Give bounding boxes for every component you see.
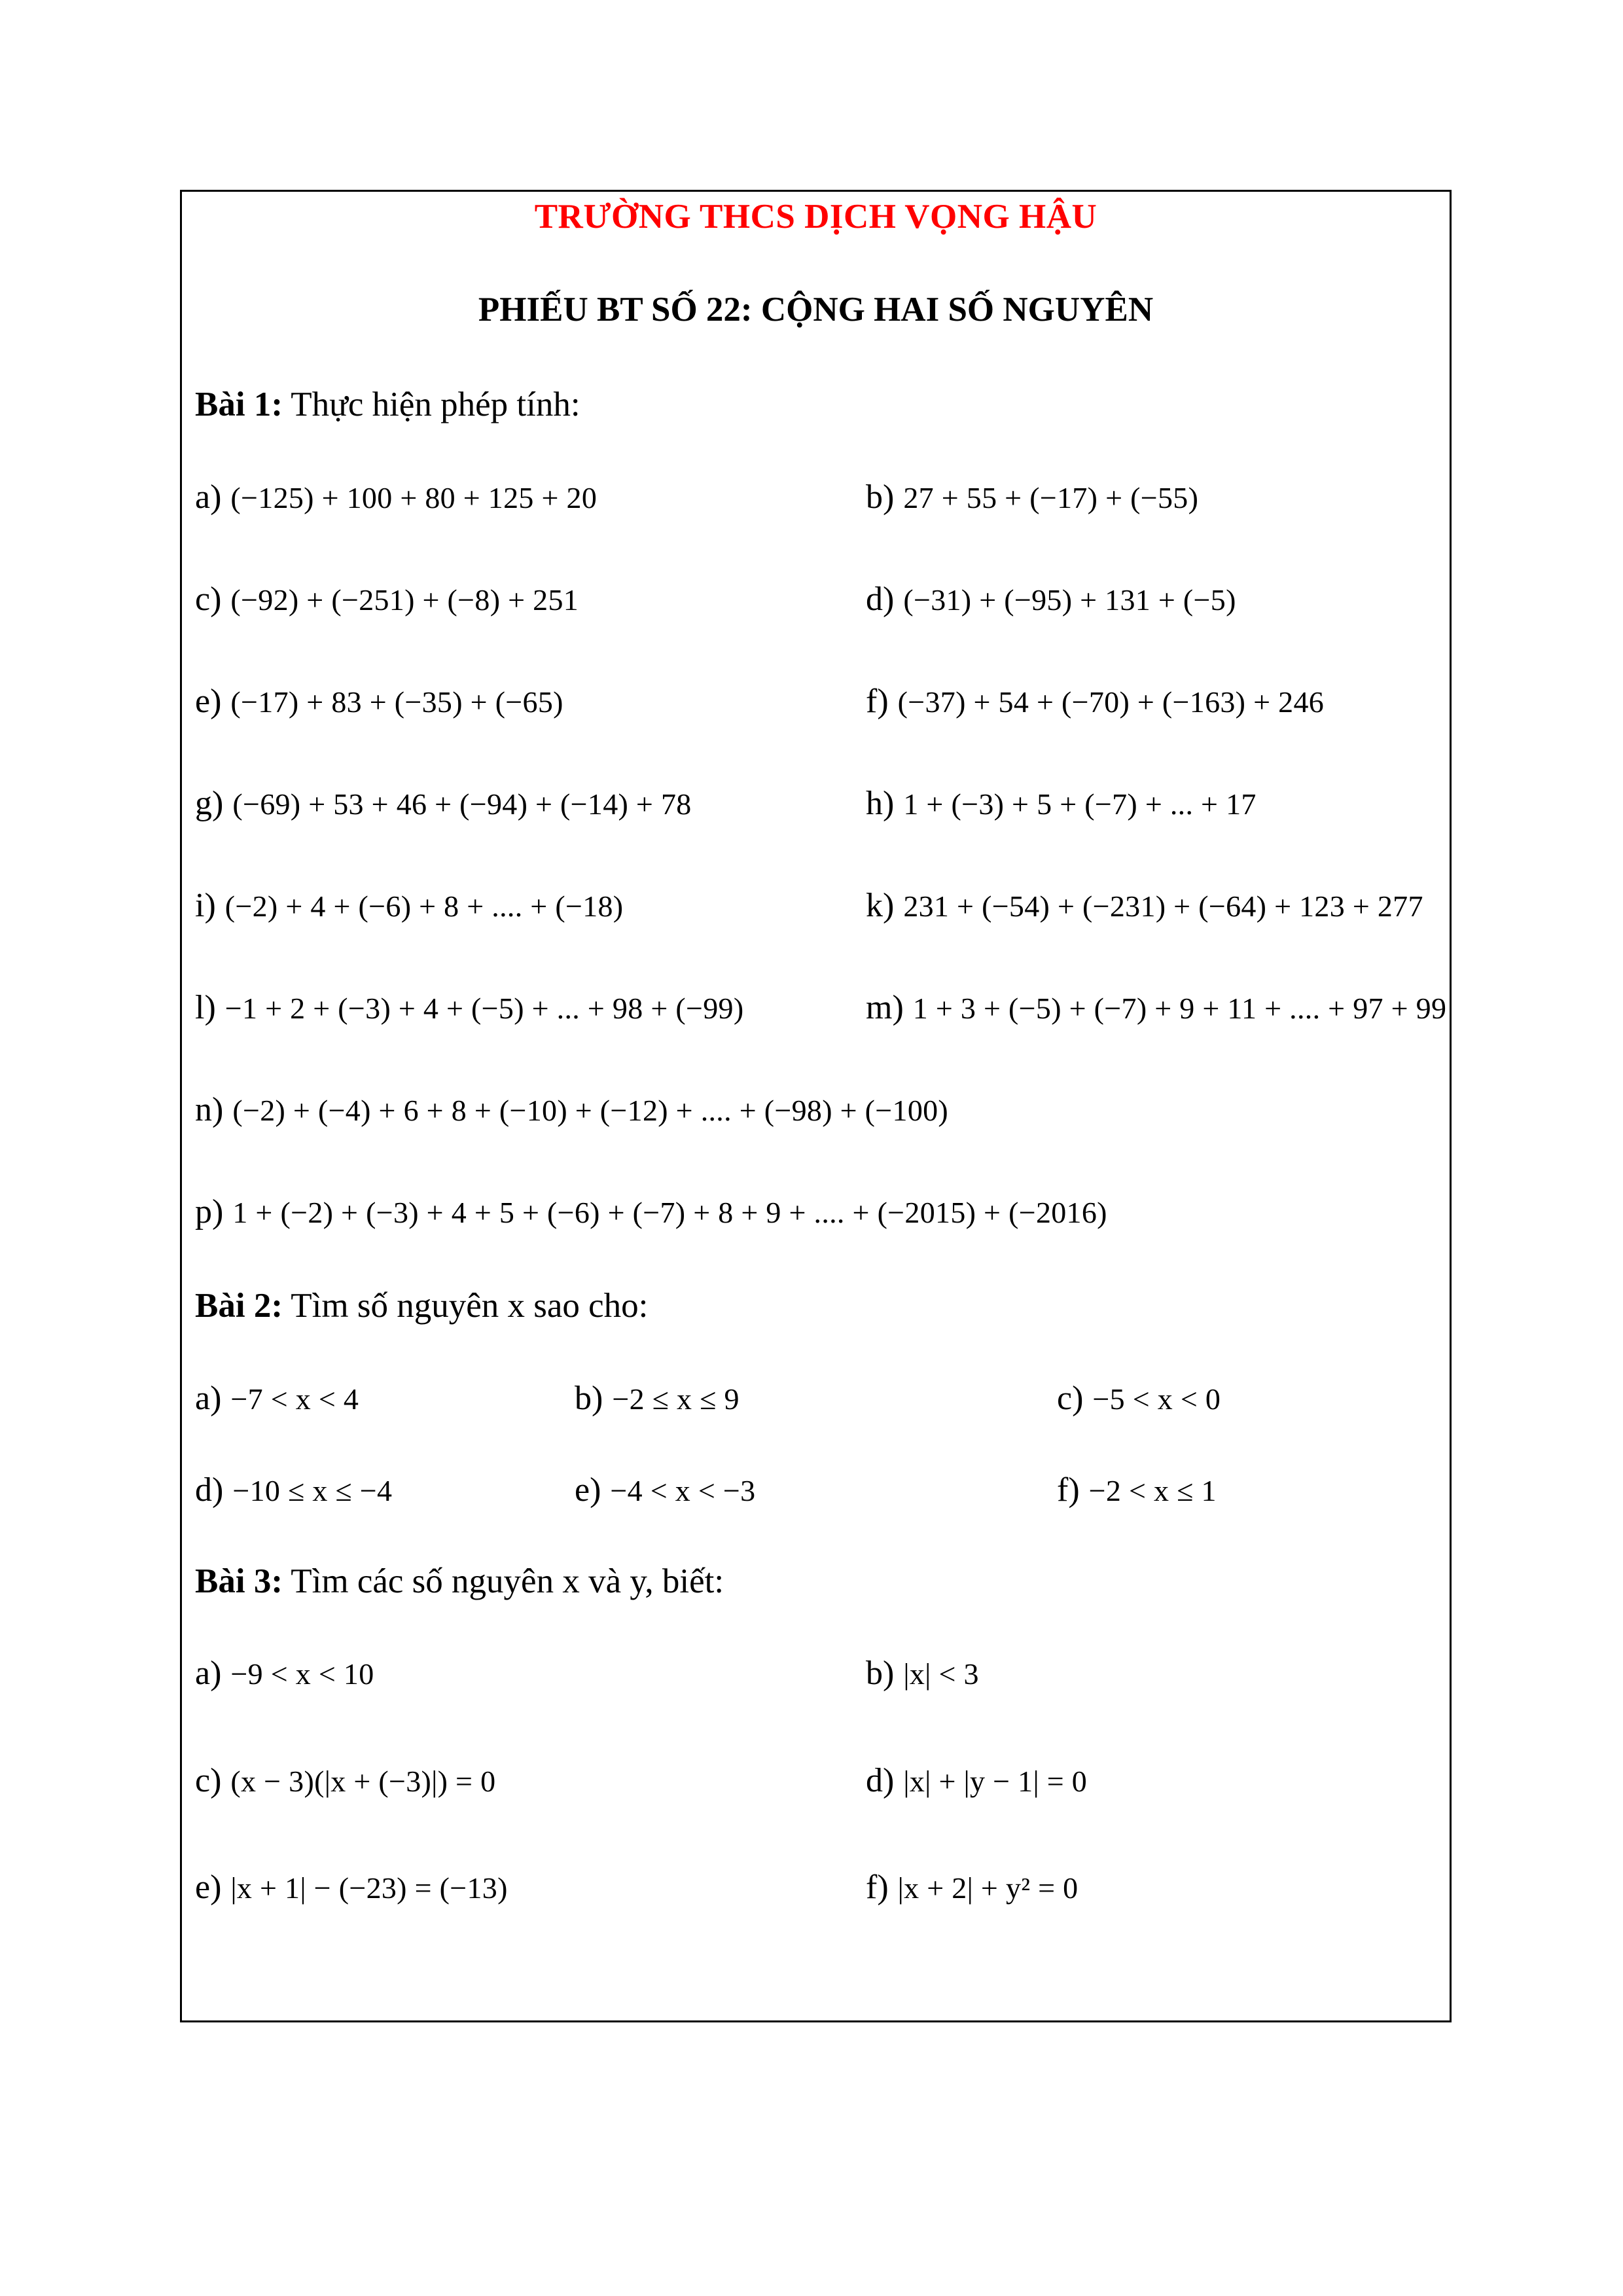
exercise-1-item-d: d) (−31) + (−95) + 131 + (−5) (866, 581, 1236, 618)
worksheet-frame (180, 190, 1452, 2022)
exercise-3-item-d: d) |x| + |y − 1| = 0 (866, 1762, 1088, 1799)
exercise-1-item-l: l) −1 + 2 + (−3) + 4 + (−5) + ... + 98 + (−99) (195, 989, 744, 1026)
exercise-1-item-e: e) (−17) + 83 + (−35) + (−65) (195, 683, 563, 720)
exercise-1-item-m: m) 1 + 3 + (−5) + (−7) + 9 + 11 + .... + 97 + 99 (866, 989, 1447, 1026)
exercise-3-heading (195, 1562, 724, 1601)
exercise-2-item-a: a) −7 < x < 4 (195, 1380, 359, 1417)
exercise-1-text: Thực hiện phép tính: (282, 386, 580, 423)
exercise-1-item-i: i) (−2) + 4 + (−6) + 8 + .... + (−18) (195, 887, 624, 924)
exercise-2-text: Tìm số nguyên x sao cho: (282, 1287, 649, 1325)
exercise-2-item-b: b) −2 ≤ x ≤ 9 (575, 1380, 740, 1417)
worksheet-title: PHIẾU BT SỐ 22: CỘNG HAI SỐ NGUYÊN (478, 291, 1154, 329)
exercise-2-heading (195, 1286, 648, 1325)
exercise-3-item-e: e) |x + 1| − (−23) = (−13) (195, 1869, 508, 1906)
exercise-2-item-d: d) −10 ≤ x ≤ −4 (195, 1471, 393, 1509)
exercise-1-item-f: f) (−37) + 54 + (−70) + (−163) + 246 (866, 683, 1325, 720)
exercise-3-label: Bài 3: (195, 1562, 283, 1600)
exercise-2-item-f: f) −2 < x ≤ 1 (1057, 1471, 1217, 1509)
exercise-1-item-n: n) (−2) + (−4) + 6 + 8 + (−10) + (−12) + .... + (−98) + (−100) (195, 1091, 949, 1128)
exercise-1-item-g: g) (−69) + 53 + 46 + (−94) + (−14) + 78 (195, 785, 692, 822)
exercise-3-text: Tìm các số nguyên x và y, biết: (282, 1562, 724, 1600)
exercise-3-item-b: b) |x| < 3 (866, 1655, 979, 1692)
exercise-1-item-h: h) 1 + (−3) + 5 + (−7) + ... + 17 (866, 785, 1257, 822)
exercise-1-label: Bài 1: (195, 386, 283, 423)
exercise-1-heading (195, 385, 580, 424)
exercise-3-item-f: f) |x + 2| + y² = 0 (866, 1869, 1079, 1906)
exercise-2-item-c: c) −5 < x < 0 (1057, 1380, 1221, 1417)
exercise-1-item-k: k) 231 + (−54) + (−231) + (−64) + 123 + 277 (866, 887, 1423, 924)
exercise-2-item-e: e) −4 < x < −3 (575, 1471, 756, 1509)
exercise-3-item-c: c) (x − 3)(|x + (−3)|) = 0 (195, 1762, 496, 1799)
school-name: TRƯỜNG THCS DỊCH VỌNG HẬU (534, 198, 1097, 236)
exercise-1-item-c: c) (−92) + (−251) + (−8) + 251 (195, 581, 579, 618)
exercise-1-item-b: b) 27 + 55 + (−17) + (−55) (866, 478, 1199, 516)
exercise-3-item-a: a) −9 < x < 10 (195, 1655, 374, 1692)
exercise-1-item-p: p) 1 + (−2) + (−3) + 4 + 5 + (−6) + (−7) + 8 + 9 + .... + (−2015) + (−2016) (195, 1193, 1107, 1230)
exercise-2-label: Bài 2: (195, 1287, 283, 1325)
exercise-1-item-a: a) (−125) + 100 + 80 + 125 + 20 (195, 478, 597, 516)
